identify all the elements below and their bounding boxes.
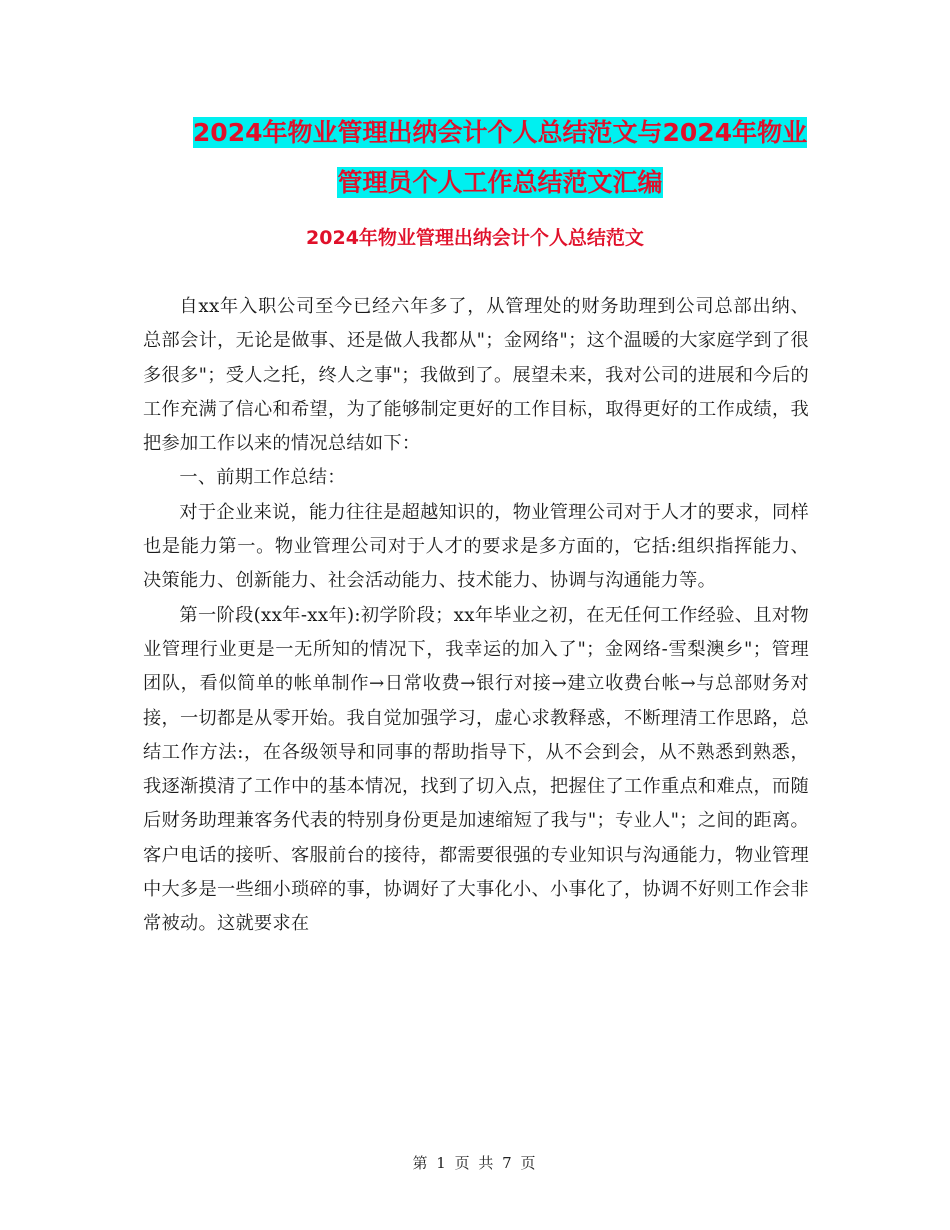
- paragraph-stage-1: 第一阶段(xx年-xx年):初学阶段；xx年毕业之初，在无任何工作经验、且对物业管理行业更是一无所知的情况下，我幸运的加入了"；金网络-雪梨澳乡"；管理团队，看似简单的帐单制作→日常收费→银行对接→建立收费台帐→与总部财务对接，一切都是从零开始。我自觉加强学习，虚心求教释惑，不断理清工作思路，总结工作方法:，在各级领导和同事的帮助指导下，从不会到会，从不熟悉到熟悉，我逐渐摸清了工作中的基本情况，找到了切入点，把握住了工作重点和难点，而随后财务助理兼客务代表的特别身份更是加速缩短了我与"；专业人"；之间的距离。客户电话的接听、客服前台的接待，都需要很强的专业知识与沟通能力，物业管理中大多是一些细小琐碎的事，协调好了大事化小、小事化了，协调不好则工作会非常被动。这就要求在: [143, 604, 809, 935]
- paragraph-ability: 对于企业来说，能力往往是超越知识的，物业管理公司对于人才的要求，同样也是能力第一。物业管理公司对于人才的要求是多方面的，它括:组织指挥能力、决策能力、创新能力、社会活动能力、技术能力、协调与沟通能力等。: [143, 501, 809, 592]
- section-title: 2024年物业管理出纳会计个人总结范文: [306, 227, 644, 249]
- document-title: [120, 108, 880, 208]
- document-title-line-2: 管理员个人工作总结范文汇编: [337, 168, 663, 197]
- paragraph-intro: 自xx年入职公司至今已经六年多了，从管理处的财务助理到公司总部出纳、总部会计，无论是做事、还是做人我都从"；金网络"；这个温暖的大家庭学到了很多很多"；受人之托，终人之事"；我做到了。展望未来，我对公司的进展和今后的工作充满了信心和希望，为了能够制定更好的工作目标，取得更好的工作成绩，我把参加工作以来的情况总结如下：: [143, 296, 809, 455]
- body-text: [143, 290, 809, 942]
- paragraph-heading-1: 一、前期工作总结：: [179, 467, 346, 489]
- page-footer: 第 1 页 共 7 页: [412, 1154, 538, 1172]
- document-title-line-1: 2024年物业管理出纳会计个人总结范文与2024年物业: [192, 118, 808, 147]
